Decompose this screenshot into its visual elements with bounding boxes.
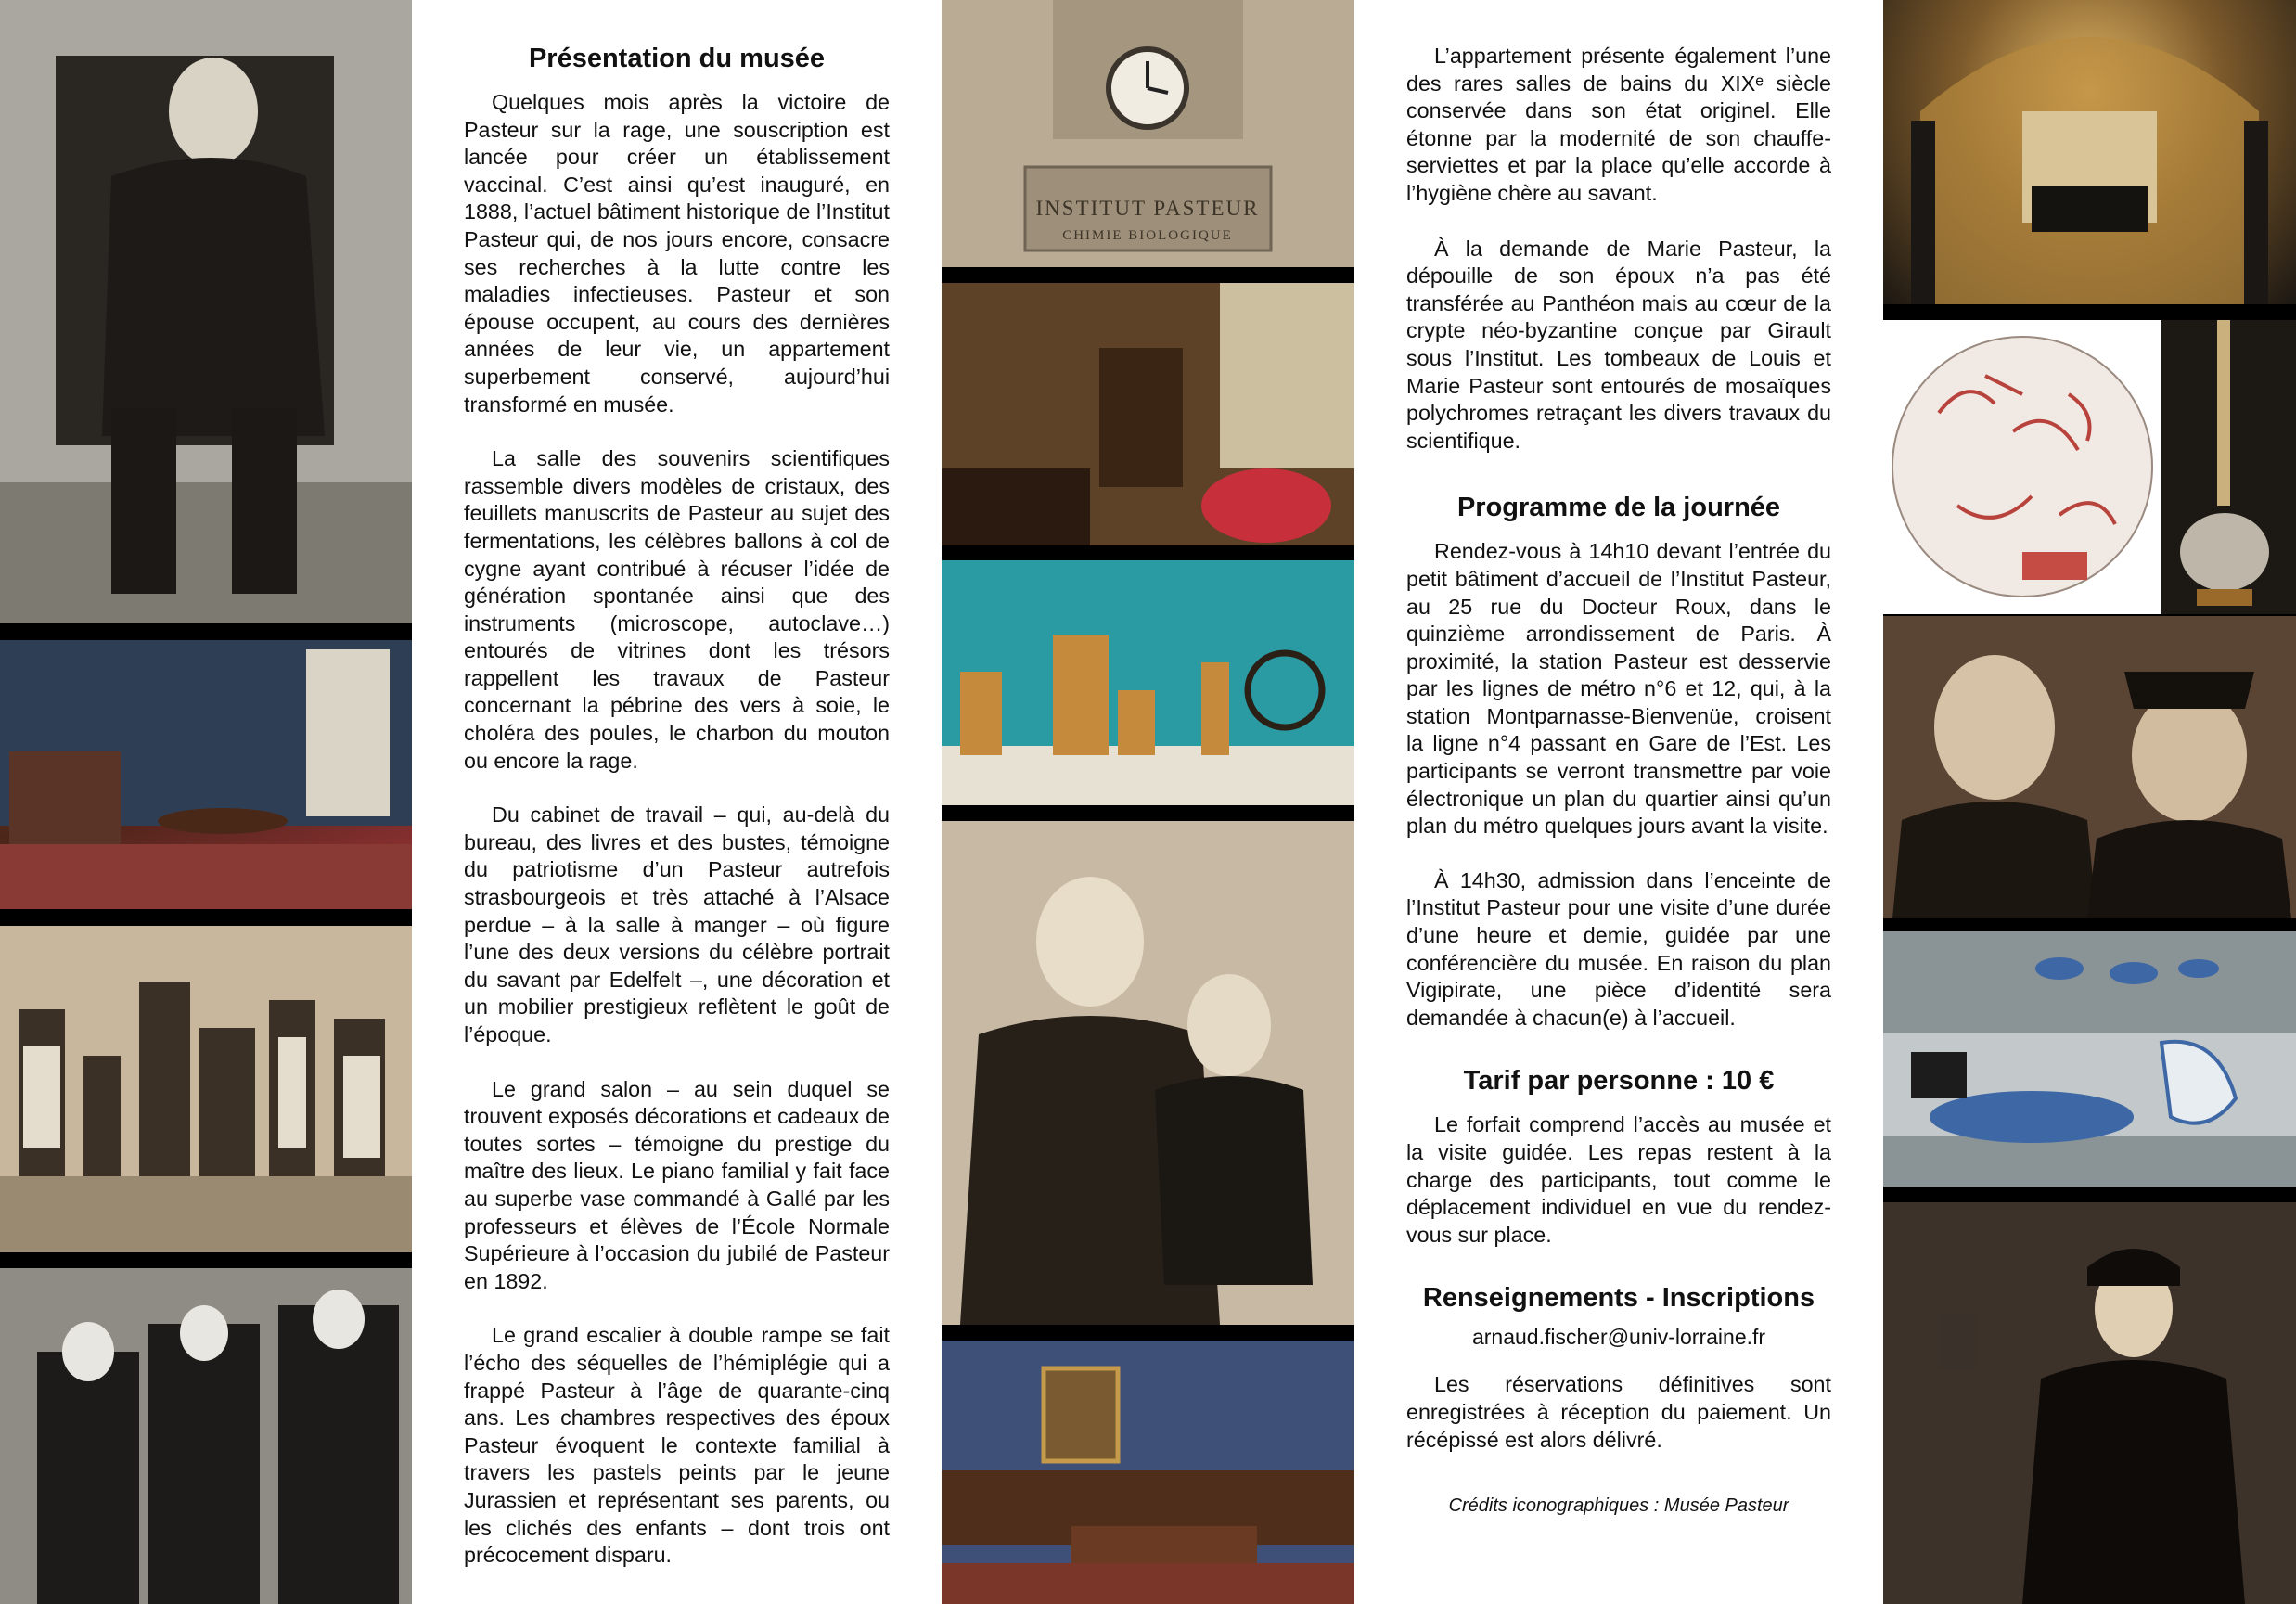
photo-dining-room bbox=[942, 1341, 1354, 1604]
photo-marie-pasteur-portrait bbox=[1883, 1202, 2296, 1604]
photo-family-group bbox=[0, 926, 412, 1252]
heading-presentation-musee: Présentation du musée bbox=[528, 44, 826, 73]
credits-text: Crédits iconographiques : Musée Pasteur bbox=[1448, 1495, 1789, 1517]
photo-pasteur-seated-art bbox=[0, 0, 412, 623]
photo-pasteur-and-friend bbox=[1883, 616, 2296, 918]
photo-bathroom-washstand-art bbox=[1883, 931, 2296, 1187]
paragraph-crypte: À la demande de Marie Pasteur, la dépouille de son époux n’a pas été transférée au Panthéon mais au cœur de la crypte néo-byzantine conçue par Girault sous l’Institut. Les tombeaux de Louis et Marie Pasteur sont entourés de mosaïques polychromes retraçant les divers travaux du scientifique. bbox=[1406, 236, 1831, 453]
heading-tarif: Tarif par personne : 10 € bbox=[1463, 1066, 1775, 1097]
photo-vaccination-scene-art bbox=[0, 1268, 412, 1604]
paragraph-grand-salon: Le grand salon – au sein duquel se trouvent exposés décorations et cadeaux de toutes sortes – témoigne du prestige du maître des lieux. Le piano familial y fait face au superbe vase commandé à Gallé par les professeurs et élèves de l’École Normale Supérieure à l’occasion du jubilé de Pasteur en 1892. bbox=[464, 1076, 890, 1293]
photo-dining-room-art bbox=[942, 1341, 1354, 1604]
sign-text-institut: INSTITUT PASTEUR bbox=[1035, 197, 1260, 220]
photo-crypt-mosaic-art bbox=[1883, 0, 2296, 304]
photo-study-room-art bbox=[942, 283, 1354, 545]
photo-scientific-instruments bbox=[942, 560, 1354, 805]
paragraph-cabinet: Du cabinet de travail – qui, au-delà du bureau, des livres et des bustes, témoigne du patriotisme d’un Pasteur autrefois strasbourgeois et très attaché à l’Alsace perdue – à la salle à manger – où figure l’une des deux versions du célèbre portrait du savant par Edelfelt –, une décoration et un mobilier prestigieux reflètent le goût de l’époque. bbox=[464, 802, 890, 1046]
paragraph-admission: À 14h30, admission dans l’enceinte de l’Institut Pasteur pour une visite d’une durée d’une heure et demie, guidée par une conférencière du musée. En raison du plan Vigipirate, une pièce d’identité sera demandée à chacun(e) à l’accueil. bbox=[1406, 867, 1831, 1030]
photo-scientific-instruments-art bbox=[942, 560, 1354, 805]
photo-swan-neck-flask bbox=[2161, 320, 2296, 614]
photo-microscope-slide bbox=[1883, 320, 2161, 614]
sign-text-chimie: CHIMIE BIOLOGIQUE bbox=[1062, 228, 1233, 243]
text-column-right bbox=[1354, 0, 1883, 1604]
paragraph-rendez-vous: Rendez-vous à 14h10 devant l’entrée du petit bâtiment d’accueil de l’Institut Pasteur, au 25 rue du Docteur Roux, dans le quinzième arrondissement de Paris. À proximité, la station Pasteur est desservie par les lignes de métro n°6 et 12, qui, à la station Montparnasse-Bienvenüe, croisent la ligne n°4 passant en Gare de l’Est. Les participants se verront transmettre par voie électronique un plan du quartier ainsi qu’un plan du métro quelques jours avant la visite. bbox=[1406, 539, 1831, 839]
paragraph-salle-de-bains: L’appartement présente également l’une des rares salles de bains du XIXᵉ siècle conservée dans son état originel. Elle étonne par la modernité de son chauffe-serviettes et par la place qu’elle accorde à l’hygiène chère au savant. bbox=[1406, 44, 1831, 205]
photo-marie-pasteur-portrait-art bbox=[1883, 1202, 2296, 1604]
photo-pasteur-seated bbox=[0, 0, 412, 623]
heading-renseignements: Renseignements - Inscriptions bbox=[1422, 1283, 1815, 1314]
photo-institut-facade-art bbox=[942, 0, 1354, 267]
text-column-left bbox=[412, 0, 942, 1604]
paragraph-forfait: Le forfait comprend l’accès au musée et la visite guidée. Les repas restent à la charge des participants, tout comme le déplacement individuel en vue du rendez-vous sur place. bbox=[1406, 1112, 1831, 1247]
photo-family-group-art bbox=[0, 926, 412, 1252]
paragraph-intro: Quelques mois après la victoire de Pasteur sur la rage, une souscription est lancée pour créer un établissement vaccinal. C’est ainsi qu’est inauguré, en 1888, l’actuel bâtiment historique de l’Institut Pasteur qui, de nos jours encore, consacre ses recherches à la lutte contre les maladies infectieuses. Pasteur et son épouse occupent, au cours des dernières années de leur vie, un appartement superbement conservé, aujourd’hui transformé en musée. bbox=[464, 90, 890, 417]
photo-salon-room-art bbox=[0, 640, 412, 909]
photo-swan-neck-flask-art bbox=[2161, 320, 2296, 614]
photo-pasteur-with-grandson-art bbox=[942, 821, 1354, 1325]
photo-vaccination-scene bbox=[0, 1268, 412, 1604]
photo-bathroom-washstand bbox=[1883, 931, 2296, 1187]
photo-crypt-mosaic bbox=[1883, 0, 2296, 304]
contact-email: arnaud.fischer@univ-lorraine.fr bbox=[1471, 1325, 1766, 1350]
photo-pasteur-with-grandson bbox=[942, 821, 1354, 1325]
paragraph-souvenirs: La salle des souvenirs scientifiques rassemble divers modèles de cristaux, des feuillets manuscrits de Pasteur au sujet des fermentations, les célèbres ballons à col de cygne ayant contribué à récuser l’idée de génération spontanée ainsi que des instruments (microscope, autoclave…) entourés de vitrines dont les trésors rappellent les travaux de Pasteur concernant la pébrine des vers à soie, le choléra des poules, le charbon du mouton ou encore la rage. bbox=[464, 446, 890, 773]
photo-study-room bbox=[942, 283, 1354, 545]
photo-microscope-slide-art bbox=[1883, 320, 2161, 614]
paragraph-escalier: Le grand escalier à double rampe se fait l’écho des séquelles de l’hémiplégie qui a frappé Pasteur à l’âge de quarante-cinq ans. Les chambres respectives des époux Pasteur évoquent le contexte familial à travers les pastels peints par le jeune Jurassien et représentant ses parents, ou les clichés des enfants – dont trois ont précocement disparu. bbox=[464, 1323, 890, 1568]
photo-pasteur-and-friend-art bbox=[1883, 616, 2296, 918]
heading-programme: Programme de la journée bbox=[1456, 493, 1781, 523]
photo-salon-room bbox=[0, 640, 412, 909]
paragraph-reservations: Les réservations définitives sont enregistrées à réception du paiement. Un récépissé est alors délivré. bbox=[1406, 1372, 1831, 1452]
photo-institut-facade bbox=[942, 0, 1354, 267]
